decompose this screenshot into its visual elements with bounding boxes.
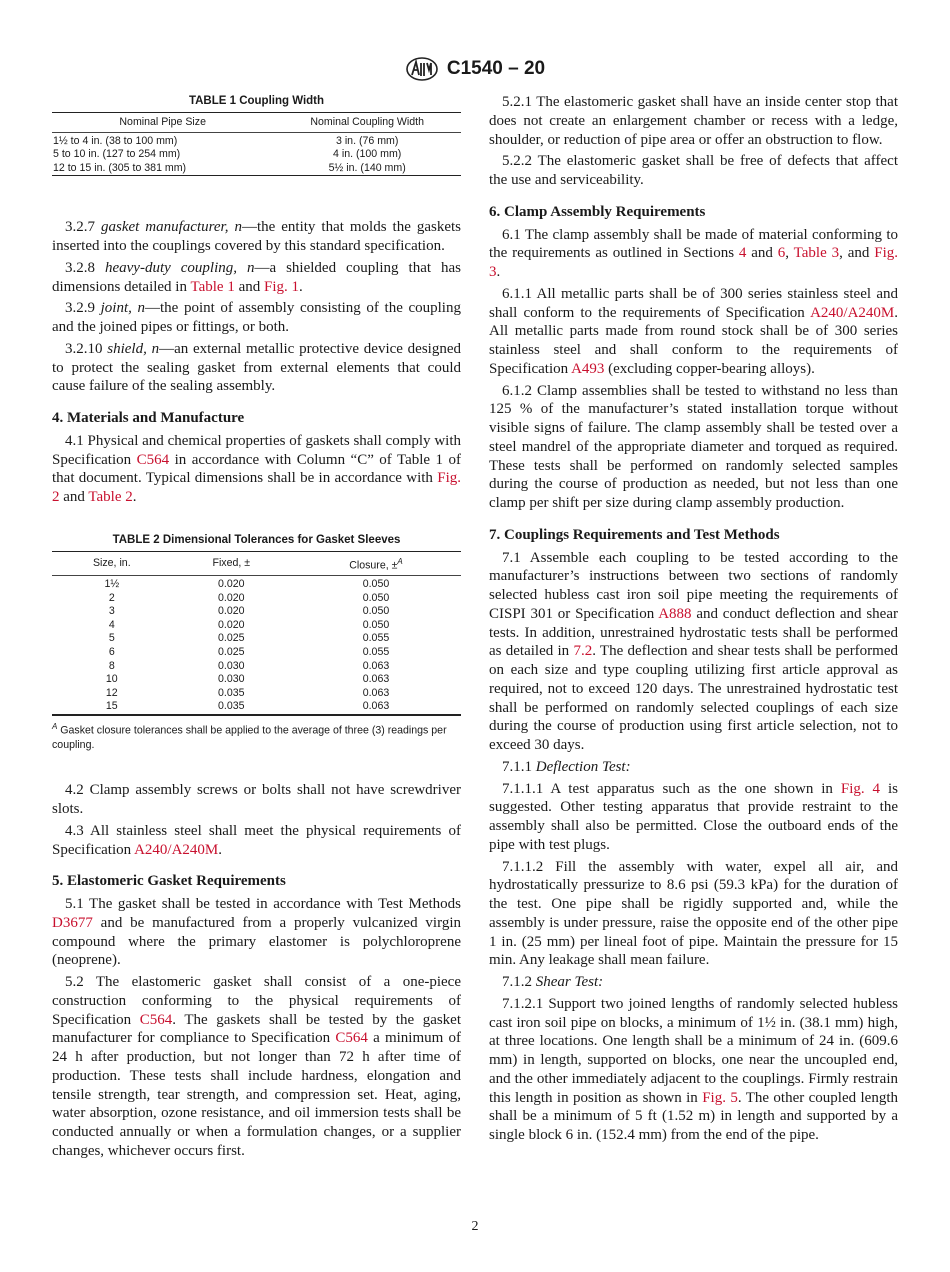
table-cell: 0.020 [218,605,245,618]
table-cell: 8 [108,659,115,672]
cross-reference-link[interactable]: Fig. 5 [702,1089,738,1106]
text-segment: —an external metallic protective device designed to protect the sealing gasket from external elements that could cause failure of the sealing assembly. [52,340,461,395]
paragraph [489,226,898,282]
table-1-header: Nominal Pipe Size [52,113,273,133]
table-cell: 3 [108,605,115,618]
paragraph [489,152,898,190]
paragraph [52,895,461,970]
text-segment: 4. Materials and Manufacture [52,410,245,427]
table-row [52,576,461,592]
table-cell: 0.030 [218,659,245,672]
text-segment: 4.1 Physical and chemical properties of gaskets shall comply with Specification [52,432,461,468]
table-2-header: Fixed, ± [172,551,291,575]
text-segment: . [218,841,222,858]
cross-reference-link[interactable]: Fig. 2 [52,470,461,506]
paragraph [52,822,461,860]
astm-logo-icon [405,56,439,82]
table-row [52,162,461,176]
left-column [52,94,461,1164]
text-segment: 6.1 The clamp assembly shall be made of material conforming to the requirements as outlined in Sections [489,226,898,262]
text-segment: 7.1.1.1 A test apparatus such as the one shown in [502,780,841,797]
table-1 [52,94,461,176]
paragraph [489,995,898,1145]
text-segment: a minimum of 24 h after production, but not longer than 72 h after time of production. These tests shall include hardness, elongation and tensile strength, tear strength, and compression set. Heat, aging, water absorption, ozone resistance, and oil immersion tests shall be conducted annually or when a formulation changes, or a supplier changes, whichever occurs first. [52,1030,461,1159]
table-cell: 12 to 15 in. (305 to 381 mm) [53,161,187,174]
table-cell: 5 to 10 in. (127 to 254 mm) [53,148,181,161]
text-segment: 7.1.1.2 Fill the assembly with water, expel all air, and hydrostatically pressurize to 8.6 psi (59.3 kPa) for the duration of the test. One pipe shall be rigidly supported and, while the assembly is under pressure, raise the opposite end of the other pipe 1 in. (25 mm) per lineal foot of pipe. Maintain the pressure for 15 min. Any leakage shall mean failure. [489,858,898,969]
page-number: 2 [471,1219,479,1234]
left-text-before-table-2 [52,218,461,507]
table-2-footnote [52,719,461,754]
table-row [52,632,461,646]
text-segment: 4.3 All stainless steel shall meet the physical requirements of Specification [52,822,461,858]
text-segment: and be manufactured from a properly vulcanized virgin compound where the primary elastomer is polychloroprene (neoprene). [52,914,461,969]
table-2-title: TABLE 2 Dimensional Tolerances for Gasket Sleeves [112,533,401,546]
text-segment: —the point of assembly consisting of the coupling and the joined pipes or fittings, or both. [52,300,461,336]
table-cell: 0.063 [362,659,390,672]
table-row [52,646,461,660]
text-segment: 7.1.2.1 Support two joined lengths of randomly selected hubless cast iron soil pipe on blocks, a minimum of 1½ in. (38.1 mm) high, at three locations. One length shall be a minimum of 24 in. (609.6 mm) in length, supported on blocks, one near the uncoupled end, and the other immediately adjacent to the couplings. Firmly restrain this length in position as shown in [489,995,898,1106]
table-row [52,673,461,687]
table-cell: 6 [108,645,115,658]
table-cell: 5 [108,632,115,645]
table-2 [52,533,461,754]
table-cell: 0.035 [218,686,245,699]
cross-reference-link[interactable]: A240/A240M [134,841,219,858]
paragraph [489,93,898,149]
text-segment: 7.1.2 [502,974,536,990]
table-1-header: Nominal Coupling Width [273,113,461,133]
paragraph [52,259,461,297]
table-cell: 12 [105,686,118,699]
paragraph [52,299,461,337]
paragraph [52,218,461,256]
table-cell: 1½ [104,578,120,590]
text-segment: 3.2.7 [65,219,101,236]
table-cell: 0.050 [362,605,390,618]
paragraph [52,432,461,507]
term-text: Shear Test: [535,974,604,990]
text-segment: 5.2.1 The elastomeric gasket shall have an inside center stop that does not create an enlargement chamber or recess with a ledge, shoulder, or reduction of pipe area or offer an obstruction to flow. [489,94,898,148]
text-segment: (excluding copper-bearing alloys). [604,360,815,377]
table-cell: 0.050 [362,618,390,631]
section-heading [489,526,898,545]
cross-reference-link[interactable]: C564 [136,451,170,468]
table-cell: 0.055 [362,645,390,658]
table-cell: 2 [108,591,115,604]
text-segment: 3.2.8 [65,259,105,276]
table-cell: 0.063 [362,673,390,686]
table-2-header [291,551,461,575]
text-segment: 5.1 The gasket shall be tested in accordance with Test Methods [65,896,461,913]
section-heading [52,409,461,428]
footnote-marker: A [52,721,58,731]
text-segment: . [132,489,137,506]
text-segment: . [299,278,303,295]
table-cell: 4 in. (100 mm) [333,148,402,161]
text-segment: 5.2 The elastomeric gasket shall consist of a one-piece construction conforming to the physical requirements of Specification [52,974,461,1028]
right-text [489,93,898,1145]
text-segment: . All metallic parts made from round stock shall be of 300 series stainless steel and shall conform to the requirements of Specification [489,304,898,377]
table-cell: 3 in. (76 mm) [335,134,399,147]
text-segment: and [59,489,89,506]
text-segment: 7. Couplings Requirements and Test Methods [489,526,780,543]
table-cell: 0.050 [362,578,390,590]
table-row [52,132,461,148]
cross-reference-link[interactable]: C564 [139,1011,173,1028]
text-segment: 4.2 Clamp assembly screws or bolts shall not have screwdriver slots. [52,782,461,818]
text-segment: 5. Elastomeric Gasket Requirements [52,873,286,890]
paragraph [489,858,898,971]
table-cell: 0.025 [218,645,245,658]
table-2-header-label: Closure, ± [349,559,398,572]
text-segment: , [785,245,794,262]
text-segment: —the entity that molds the gaskets inserted into the couplings covered by this standard specification. [52,219,462,255]
text-segment: 6. Clamp Assembly Requirements [489,203,706,220]
paragraph [489,285,898,379]
left-text-after-table-2 [52,781,461,1160]
section-heading [52,872,461,891]
page-header [0,56,950,82]
text-segment: in accordance with Column “C” of Table 1 of that document. Typical dimensions shall be in accordance with [52,451,461,487]
cross-reference-link[interactable]: A493 [571,360,605,377]
text-segment: . The gaskets shall be tested by the gasket manufacturer for compliance to Specification [52,1011,462,1047]
term-text: shield, n [107,340,160,357]
table-cell: 1½ to 4 in. (38 to 100 mm) [53,134,178,147]
text-segment: , and [839,245,875,262]
cross-reference-link[interactable]: Fig. 4 [840,780,881,797]
footnote-text: Gasket closure tolerances shall be applied to the average of three (3) readings per coupling. [52,724,447,752]
cross-reference-link[interactable]: Table 2 [88,489,133,506]
text-segment: 6.1.2 Clamp assemblies shall be tested to withstand no less than 125 % of the manufacturer’s stated installation torque without visible signs of failure. The clamp assembly shall be tested over a steel mandrel of the appropriate diameter and torqued as required. These tests shall be performed on randomly selected samples during the course of production as needed, but not less than one clamp per shift per size during clamp assembly production. [489,382,898,511]
table-row [52,700,461,715]
table-row [52,592,461,606]
cross-reference-link[interactable]: Table 1 [190,278,235,295]
paragraph [52,340,461,396]
paragraph [489,549,898,755]
cross-reference-link[interactable]: 7.2 [573,643,593,660]
table-cell: 0.025 [218,632,245,645]
text-segment: and [234,278,264,295]
table-cell: 0.030 [218,673,245,686]
paragraph [489,973,898,992]
text-segment: and [746,245,778,262]
term-text: joint, n [100,300,145,317]
text-segment: 7.1.1 [502,758,536,775]
term-text: heavy-duty coupling, n [104,259,255,276]
text-segment: . The other coupled length shall be a minimum of 5 ft (1.52 m) in length and supported by a single block 6 in. (152.4 mm) from the end of the pipe. [489,1089,898,1143]
text-segment: and conduct deflection and shear tests. In addition, unrestrained hydrostatic tests shall be performed as detailed in [489,605,898,660]
text-segment: 3.2.9 [65,300,101,317]
paragraph [52,781,461,819]
table-cell: 10 [105,673,118,686]
right-column [489,94,898,1148]
text-segment: is suggested. Other testing apparatus that provide restraint to the assembly shall also be permitted. Close the outboard ends of the pipe with test plugs. [489,780,898,853]
cross-reference-link[interactable]: Fig. 1 [264,278,300,295]
table-cell: 5½ in. (140 mm) [328,161,406,174]
table-row [52,687,461,701]
table-cell: 0.020 [218,578,245,590]
table-cell: 4 [108,618,115,631]
text-segment: —a shielded coupling that has dimensions detailed in [52,259,461,295]
table-cell: 0.050 [362,591,390,604]
cross-reference-link[interactable]: C564 [335,1030,368,1047]
term-text: Deflection Test: [535,758,631,775]
table-cell: 0.063 [362,700,390,713]
text-segment: 6.1.1 All metallic parts shall be of 300 series stainless steel and shall conform to the requirements of Specification [489,285,898,321]
paragraph [489,382,898,513]
paragraph [489,780,898,855]
table-row [52,619,461,633]
text-segment: 5.2.2 The elastomeric gasket shall be free of defects that affect the use and serviceability. [489,153,898,188]
cross-reference-link[interactable]: A888 [658,605,692,622]
section-heading [489,203,898,222]
paragraph [52,973,461,1161]
cross-reference-link[interactable]: A240/A240M [810,304,895,321]
table-cell: 15 [105,700,118,713]
table-cell: 0.055 [362,632,390,645]
term-text: gasket manufacturer, n [100,219,242,236]
table-row [52,148,461,162]
text-segment: 3.2.10 [65,340,108,357]
cross-reference-link[interactable]: 6 [777,245,786,262]
cross-reference-link[interactable]: D3677 [52,914,93,931]
table-cell: 0.020 [218,618,245,631]
text-segment: 7.1 Assemble each coupling to be tested according to the manufacturer’s instructions between two sections of randomly selected hubless cast iron soil pipe meeting the requirements of CISPI 301 or Specification [489,549,898,622]
table-cell: 0.035 [218,700,245,713]
table-1-title: TABLE 1 Coupling Width [188,95,325,107]
table-row [52,605,461,619]
table-cell: 0.020 [218,591,245,604]
table-row [52,660,461,674]
footnote-marker: A [397,556,403,566]
text-segment: . [496,264,501,280]
standard-designation: C1540 – 20 [446,58,546,79]
table-2-header: Size, in. [52,551,172,575]
cross-reference-link[interactable]: Table 3 [793,245,840,262]
cross-reference-link[interactable]: 4 [738,245,747,262]
cross-reference-link[interactable]: Fig. 3 [489,245,898,280]
table-cell: 0.063 [362,686,390,699]
paragraph [489,758,898,777]
text-segment: . The deflection and shear tests shall be performed on each size and type coupling utilizing first article approval as required, not to exceed 120 days. The unrestrained hydrostatic test shall be performed on randomly selected couplings of each size during the course of production using first article selection, not to exceed 30 days. [489,643,899,753]
